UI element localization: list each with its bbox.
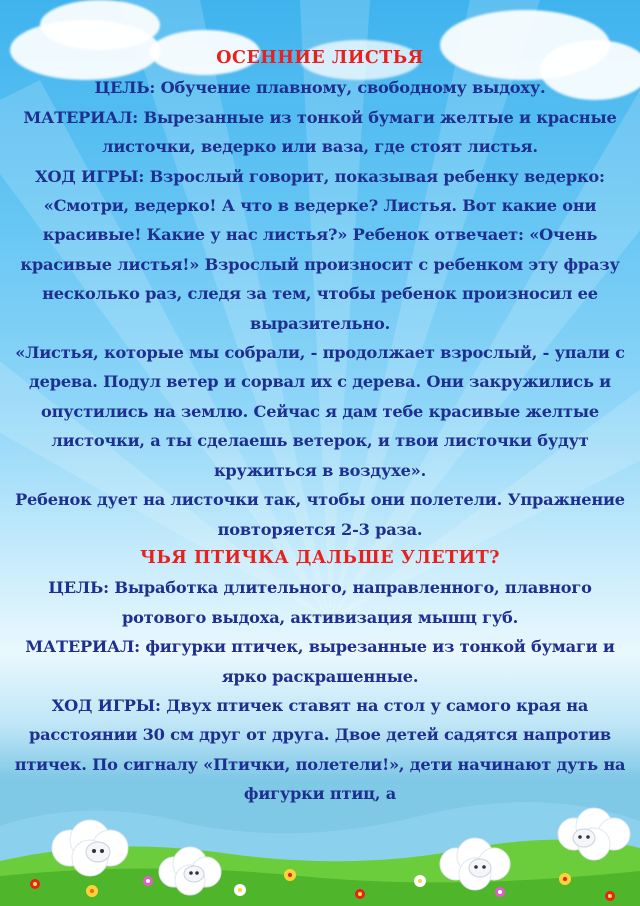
material-label: МАТЕРИАЛ: xyxy=(23,107,139,127)
process-label: ХОД ИГРЫ: xyxy=(35,166,145,186)
sheep-decoration xyxy=(150,840,230,900)
material-label: МАТЕРИАЛ: xyxy=(25,637,140,657)
sheep-decoration xyxy=(430,830,520,894)
material-text: фигурки птичек, вырезанные из тонкой бумаги и ярко раскрашенные. xyxy=(139,637,615,686)
goal-paragraph xyxy=(14,573,626,632)
process-paragraph xyxy=(14,162,626,338)
sheep-decoration xyxy=(548,800,640,866)
story-paragraph: «Листья, которые мы собрали, - продолжает взрослый, - упали с дерева. Подул ветер и сорвал их с дерева. Они закружились и опустились на землю. Сейчас я дам тебе красивые желтые листочки, а ты сделаешь ветерок, и твои листочки будут кружиться в воздухе». xyxy=(15,343,625,480)
goal-text: Выработка длительного, направленного, плавного ротового выдоха, активизация мышц губ. xyxy=(108,578,592,627)
process-text: Взрослый говорит, показывая ребенку ведерко: «Смотри, ведерко! А что в ведерке? Листья. Вот какие они красивые! Какие у нас листья?» Ребенок отвечает: «Очень красивые листья!» Взрослый произносит с ребенком эту фразу несколько раз, следя за тем, чтобы ребенок произносил ее выразительно. xyxy=(20,166,620,333)
material-paragraph xyxy=(14,103,626,162)
process-paragraph xyxy=(14,691,626,809)
section-title-whose-bird: ЧЬЯ ПТИЧКА ДАЛЬШЕ УЛЕТИТ? xyxy=(140,547,500,568)
document-body xyxy=(14,44,626,809)
process-text: Двух птичек ставят на стол у самого края на расстоянии 30 см друг от друга. Двое детей садятся напротив птичек. По сигналу «Птички, полетели!», дети начинают дуть на фигурки птиц, а xyxy=(14,695,626,804)
sheep-decoration xyxy=(40,810,140,880)
goal-label: ЦЕЛЬ: xyxy=(48,578,109,598)
section-title-autumn-leaves: ОСЕННИЕ ЛИСТЬЯ xyxy=(216,48,424,68)
process-label: ХОД ИГРЫ: xyxy=(51,695,161,715)
goal-paragraph xyxy=(14,73,626,102)
goal-label: ЦЕЛЬ: xyxy=(94,78,156,98)
repeat-paragraph: Ребенок дует на листочки так, чтобы они полетели. Упражнение повторяется 2-3 раза. xyxy=(15,490,625,539)
material-paragraph xyxy=(14,632,626,691)
goal-text: Обучение плавному, свободному выдоху. xyxy=(155,78,546,98)
material-text: Вырезанные из тонкой бумаги желтые и красные листочки, ведерко или ваза, где стоят листья. xyxy=(102,107,617,157)
cloud-decoration xyxy=(40,0,160,50)
